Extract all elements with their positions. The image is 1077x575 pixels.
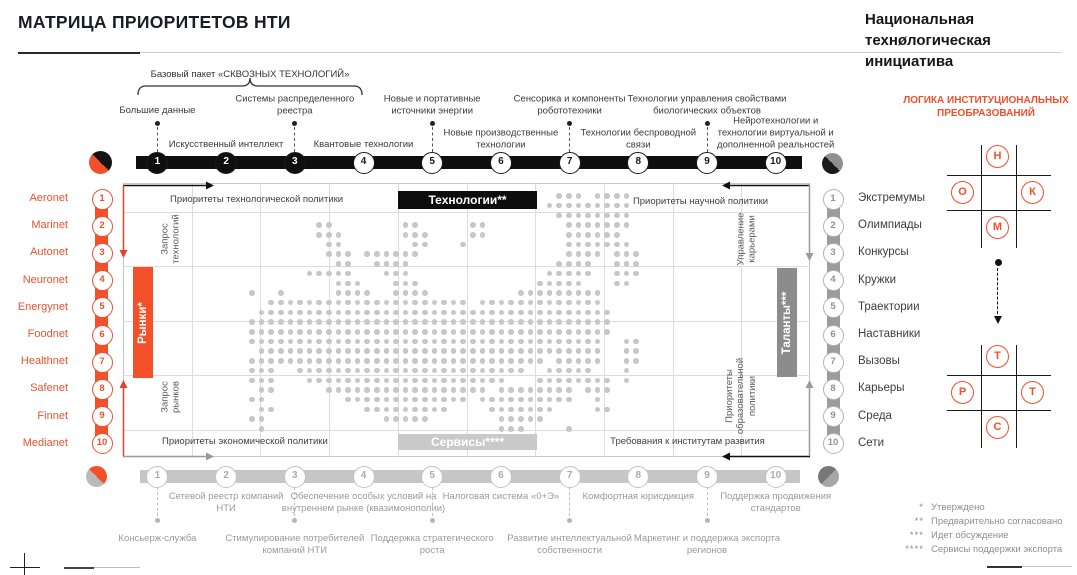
top-axis-item-label: Большие данные — [119, 105, 196, 117]
bottom-axis-item-label: Поддержка стратегического роста — [370, 533, 494, 557]
legend-marker: *** — [909, 530, 924, 541]
talent-node: 8 — [823, 379, 844, 400]
market-node: 3 — [92, 243, 113, 264]
talents-axis-box-label: Таланты*** — [781, 291, 793, 354]
connector-dot — [567, 121, 572, 126]
technology-node: 6 — [490, 152, 512, 174]
pie-marker-top-left — [89, 151, 112, 174]
technology-node: 9 — [696, 152, 718, 174]
nti-logo-line1: Национальная — [865, 11, 975, 28]
talent-label: Экстремумы — [858, 192, 926, 204]
career-management-label: Управление карьерами — [735, 212, 758, 266]
legend-text: Утверждено — [931, 502, 985, 513]
logic-grid2-line — [981, 345, 982, 448]
market-label: Marinet — [31, 219, 68, 232]
service-node: 2 — [215, 466, 237, 488]
top-axis-item-label: Технологии беспроводной связи — [580, 127, 697, 151]
connector-dot — [567, 518, 572, 523]
market-node: 8 — [92, 379, 113, 400]
bottom-axis-item-label: Маркетинг и поддержка экспорта регионов — [633, 533, 781, 557]
market-label: Finnet — [37, 409, 68, 422]
logic-grid1-left: О — [951, 181, 974, 204]
technology-node: 7 — [559, 152, 581, 174]
market-node: 4 — [92, 270, 113, 291]
talent-label: Траектории — [858, 300, 920, 313]
legend-marker: * — [919, 502, 924, 513]
page-title: МАТРИЦА ПРИОРИТЕТОВ НТИ — [18, 12, 291, 32]
pie-marker-top-right — [822, 153, 843, 174]
connector-dot — [155, 518, 160, 523]
service-node: 5 — [421, 466, 443, 488]
legend-underline-light — [1022, 566, 1072, 567]
bottom-axis-item-label: Комфортная юрисдикция — [582, 491, 695, 502]
legend-marker: ** — [914, 516, 924, 527]
technology-node: 8 — [627, 152, 649, 174]
crop-mark — [24, 553, 25, 575]
top-axis-item-label: Новые и портативные источники энергии — [383, 93, 481, 117]
logic-grid1-line — [1016, 145, 1017, 248]
pie-marker-bottom-right — [818, 466, 839, 487]
technology-node: 10 — [765, 152, 787, 174]
logic-arrow-head — [994, 316, 1002, 324]
top-axis-item-label: Технологии управления свойствами биологических объектов — [627, 93, 787, 117]
legend-text: Сервисы поддержки экспорта — [931, 544, 1063, 555]
science-policy-label: Приоритеты научной политики — [632, 196, 769, 207]
top-axis-item-label: Искусственный интеллект — [168, 139, 284, 151]
connector-dot — [430, 518, 435, 523]
talent-label: Вызовы — [858, 355, 900, 368]
connector-dot — [292, 121, 297, 126]
service-node: 7 — [559, 466, 581, 488]
connector-dash — [432, 487, 433, 516]
logic-grid1-line — [981, 145, 982, 248]
talent-label: Кружки — [858, 273, 896, 286]
technology-node: 1 — [146, 152, 168, 174]
talent-node: 4 — [823, 270, 844, 291]
market-node: 2 — [92, 216, 113, 237]
connector-dash — [569, 127, 570, 152]
logic-grid1-top: Н — [986, 145, 1009, 168]
tech-policy-label: Приоритеты технологической политики — [170, 194, 344, 205]
pie-marker-bottom-left — [86, 466, 107, 487]
logic-title-line2: ПРЕОБРАЗОВАНИЙ — [937, 107, 1035, 119]
bottom-axis-item-label: Налоговая система «0+Э» — [442, 491, 560, 502]
talent-node: 7 — [823, 352, 844, 373]
tech-demand-label: Запрос технологий — [159, 214, 182, 264]
service-node: 8 — [627, 466, 649, 488]
market-node: 5 — [92, 297, 113, 318]
talent-label: Наставники — [858, 328, 921, 340]
logic-grid2-line — [947, 410, 1051, 411]
top-axis-item-label: Квантовые технологии — [313, 139, 414, 151]
bottom-axis-item-label: Обеспечение особых условий на внутреннем рынке (квазимонополии) — [281, 491, 446, 515]
talent-label: Среда — [858, 409, 892, 422]
logic-grid2-bottom: С — [986, 416, 1009, 439]
logic-grid2-line — [1016, 345, 1017, 448]
market-node: 1 — [92, 189, 113, 210]
logic-grid1-bottom: М — [986, 216, 1009, 239]
talent-node: 10 — [823, 433, 844, 454]
connector-dot — [155, 121, 160, 126]
markets-axis-box-label: Рынки* — [137, 301, 149, 344]
matrix-corner-arrows — [118, 178, 818, 466]
service-node: 6 — [490, 466, 512, 488]
connector-dash — [294, 127, 295, 152]
logic-grid1-line — [947, 175, 1051, 176]
technology-node: 5 — [421, 152, 443, 174]
connector-dot — [705, 518, 710, 523]
talent-label: Конкурсы — [858, 246, 909, 259]
service-node: 4 — [353, 466, 375, 488]
service-node: 9 — [696, 466, 718, 488]
market-label: Medianet — [22, 436, 68, 449]
bottom-axis-item-label: Развитие интеллектуальной собственности — [507, 533, 632, 557]
connector-dash — [707, 487, 708, 516]
logic-arrow-dot — [995, 259, 1002, 266]
bottom-axis-item-label: Сетевой реестр компаний НТИ — [168, 491, 284, 515]
markets-axis-box — [133, 267, 153, 378]
connector-dash — [569, 487, 570, 516]
logic-arrow-dash — [997, 268, 998, 314]
service-node: 3 — [284, 466, 306, 488]
logic-grid1-line — [947, 210, 1051, 211]
talent-label: Карьеры — [858, 382, 905, 395]
technology-node: 2 — [215, 152, 237, 174]
legend-underline — [987, 566, 1022, 568]
talent-label: Сети — [858, 436, 885, 449]
bottom-axis-item-label: Консьерж-служба — [118, 533, 197, 544]
connector-dash — [157, 127, 158, 152]
market-node: 7 — [92, 352, 113, 373]
logic-grid2-left: Р — [951, 381, 974, 404]
talent-node: 5 — [823, 297, 844, 318]
market-node: 6 — [92, 325, 113, 346]
connector-dash — [707, 127, 708, 152]
bottom-axis-item-label: Стимулирование потребителей компаний НТИ — [225, 533, 365, 557]
service-node: 10 — [765, 466, 787, 488]
talents-axis-box — [777, 268, 797, 377]
technology-node: 3 — [284, 152, 306, 174]
technology-node: 4 — [353, 152, 375, 174]
top-axis-item-label: Новые производственные технологии — [443, 127, 559, 151]
logic-grid2-top: Т — [986, 345, 1009, 368]
title-underline — [18, 52, 140, 54]
connector-dash — [157, 487, 158, 516]
market-label: Healthnet — [20, 355, 68, 368]
logic-grid2-line — [947, 375, 1051, 376]
nti-logo-line2: технøлогическая инициатива — [865, 32, 991, 70]
footer-rule-dark — [64, 567, 94, 569]
econ-policy-label: Приоритеты экономической политики — [162, 436, 328, 447]
market-node: 10 — [92, 433, 113, 454]
institutions-label: Требования к институтам развития — [610, 436, 765, 447]
nti-logo — [865, 9, 1075, 72]
technology-header-box: Технологии** — [398, 191, 537, 209]
logic-grid2-right: Т — [1021, 381, 1044, 404]
package-label: Базовый пакет «СКВОЗНЫХ ТЕХНОЛОГИЙ» — [150, 69, 350, 80]
bottom-axis-item-label: Поддержка продвижения стандартов — [720, 491, 832, 515]
market-label: Aeronet — [29, 192, 68, 204]
talent-node: 9 — [823, 406, 844, 427]
logic-grid1-right: К — [1021, 181, 1044, 204]
market-label: Neuronet — [22, 273, 68, 286]
crop-mark — [10, 567, 40, 568]
legend-marker: **** — [905, 544, 924, 555]
logic-title-line1: ЛОГИКА ИНСТИТУЦИОНАЛЬНЫХ — [903, 95, 1069, 106]
services-header-box: Сервисы**** — [398, 434, 537, 450]
logic-section-title — [900, 95, 1072, 120]
market-label: Autonet — [30, 246, 68, 259]
talent-node: 6 — [823, 325, 844, 346]
connector-dot — [292, 518, 297, 523]
market-label: Safenet — [30, 382, 68, 395]
market-label: Foodnet — [27, 328, 68, 340]
market-label: Energynet — [17, 300, 68, 313]
talent-node: 1 — [823, 189, 844, 210]
footer-rule-light — [94, 567, 140, 568]
talent-node: 3 — [823, 243, 844, 264]
market-node: 9 — [92, 406, 113, 427]
talent-label: Олимпиады — [858, 219, 922, 232]
connector-dot — [430, 121, 435, 126]
top-axis-item-label: Системы распределенного реестра — [235, 93, 355, 117]
market-demand-label: Запрос рынков — [159, 381, 182, 413]
top-axis-item-label: Нейротехнологии и технологии виртуальной и дополненной реальностей — [717, 115, 835, 151]
top-axis-item-label: Сенсорика и компоненты робототехники — [513, 93, 626, 117]
edu-policy-label: Приоритеты образовательной политики — [723, 357, 758, 435]
legend-text: Предварительно согласовано — [931, 516, 1063, 527]
legend-text: Идет обсуждение — [931, 530, 1009, 541]
talent-node: 2 — [823, 216, 844, 237]
service-node: 1 — [146, 466, 168, 488]
